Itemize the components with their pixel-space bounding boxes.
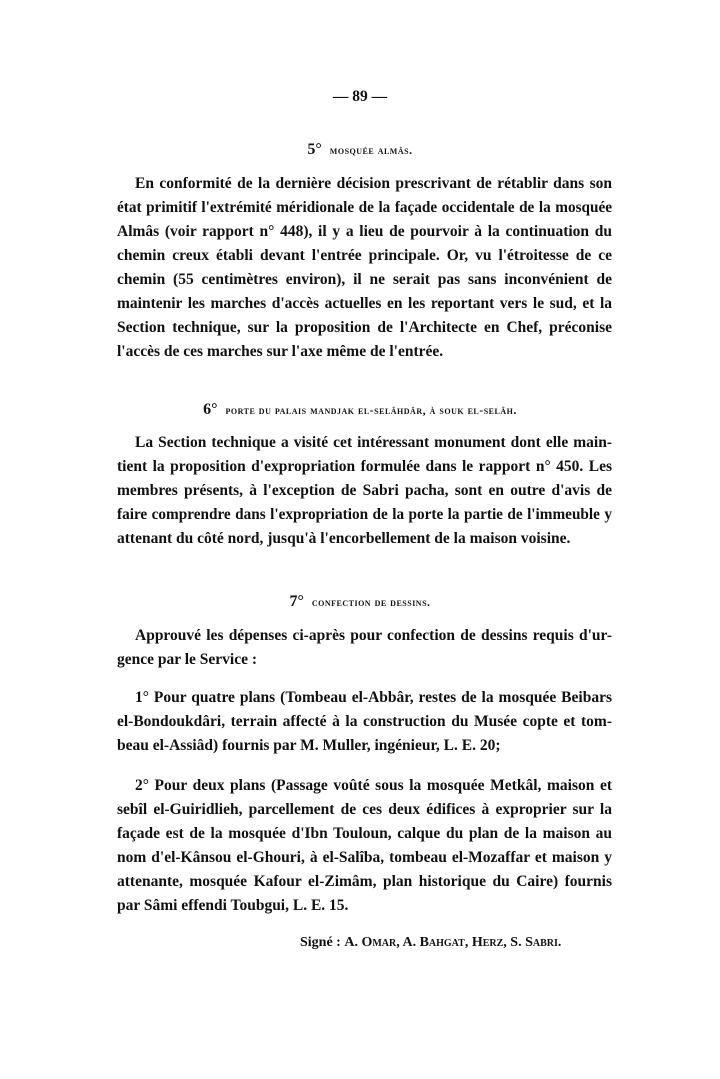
text-line: 1° Pour quatre plans (Tombeau el-Abbâr, restes de la mosquée Beibars: [135, 689, 612, 706]
text-line: attenant du côté nord, jusqu'à l'encorbellement de la maison voisine.: [117, 530, 571, 547]
text-line: faire comprendre dans l'expropriation de la porte la partie de l'immeuble y: [117, 506, 612, 523]
page-number: — 89 —: [332, 88, 388, 105]
text-line: Approuvé les dépenses ci-après pour confection de dessins requis d'ur-: [135, 627, 612, 644]
section-heading: [0, 140, 720, 160]
text-line: façade est de la mosquée d'Ibn Touloun, calque du plan de la maison au: [117, 825, 612, 842]
text-line: La Section technique a visité cet intéressant monument dont elle main-: [135, 434, 612, 451]
text-line: 2° Pour deux plans (Passage voûté sous la mosquée Metkâl, maison et: [135, 777, 612, 794]
signature: [300, 933, 620, 953]
text-line: En conformité de la dernière décision prescrivant de rétablir dans son: [135, 175, 612, 192]
text-line: Almâs (voir rapport n° 448), il y a lieu de pourvoir à la continuation du: [117, 223, 612, 240]
section-number: 7°: [289, 593, 304, 610]
section-heading: [0, 400, 720, 420]
section-title: confection de dessins.: [311, 595, 431, 609]
section-number: 6°: [203, 401, 218, 418]
text-line: par Sâmi effendi Toubgui, L. E. 15.: [117, 897, 349, 914]
text-line: el-Bondoukdâri, terrain affecté à la construction du Musée copte et tom-: [117, 713, 612, 730]
text-line: chemin (55 centimètres environ), il ne serait pas sans inconvénient de: [117, 271, 612, 288]
text-line: nom d'el-Kânsou el-Ghouri, à el-Salîba, tombeau el-Mozaffar et maison y: [117, 849, 612, 866]
text-line: l'accès de ces marches sur l'axe même de l'entrée.: [117, 343, 444, 360]
section-heading: [0, 592, 720, 612]
text-line: état primitif l'extrémité méridionale de la façade occidentale de la mosquée: [117, 199, 612, 216]
text-line: chemin creux établi devant l'entrée principale. Or, vu l'étroitesse de ce: [117, 247, 612, 264]
text-line: Section technique, sur la proposition de l'Architecte en Chef, préconise: [117, 319, 612, 336]
text-line: gence par le Service :: [117, 651, 258, 668]
section-title: porte du palais mandjak el-selâhdâr, à souk el-selâh.: [225, 403, 517, 417]
section-number: 5°: [307, 141, 322, 158]
text-line: beau el-Assiâd) fournis par M. Muller, ingénieur, L. E. 20;: [117, 737, 501, 754]
text-line: attenante, mosquée Kafour el-Zimâm, plan historique du Caire) fournis: [117, 873, 612, 890]
text-line: sebîl el-Guiridlieh, parcellement de ces deux édifices à exproprier sur la: [117, 801, 612, 818]
text-line: tient la proposition d'expropriation formulée dans le rapport n° 450. Les: [117, 458, 612, 475]
signature-names: A. Omar, A. Bahgat, Herz, S. Sabri.: [344, 935, 562, 950]
section-title: mosquée almâs.: [329, 143, 413, 157]
signature-label: Signé :: [300, 935, 341, 950]
text-line: membres présents, à l'exception de Sabri pacha, sont en outre d'avis de: [117, 482, 612, 499]
text-line: maintenir les marches d'accès actuelles en les reportant vers le sud, et la: [117, 295, 612, 312]
